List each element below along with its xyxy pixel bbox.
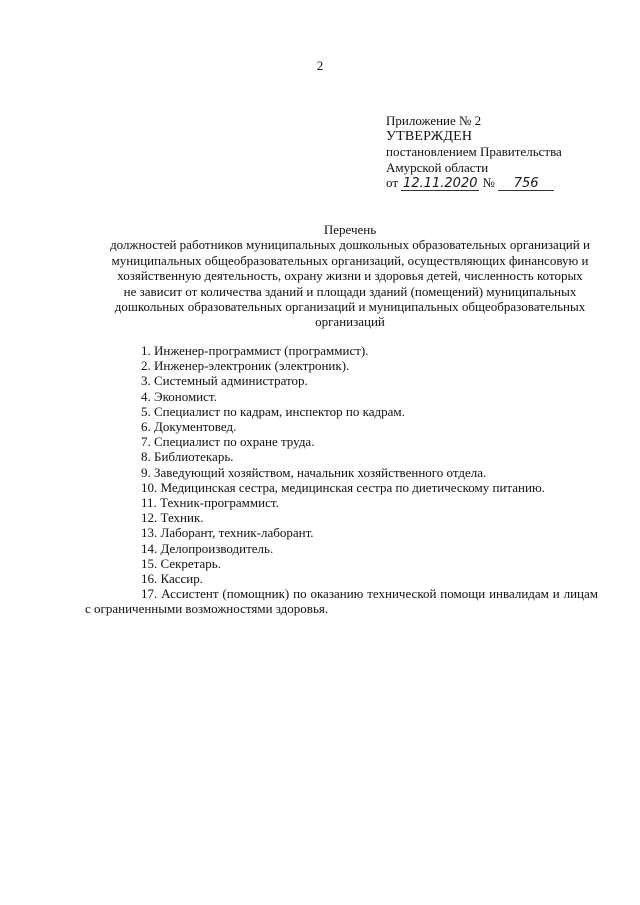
positions-list bbox=[0, 343, 640, 617]
list-item: 1. Инженер-программист (программист). bbox=[141, 343, 369, 358]
list-item: 3. Системный администратор. bbox=[141, 373, 308, 389]
handwritten-number: 756 bbox=[498, 176, 554, 192]
list-item: 9. Заведующий хозяйством, начальник хозяйственного отдела. bbox=[141, 464, 487, 480]
title-line: дошкольных образовательных организаций и муниципальных общеобразовательных bbox=[114, 299, 586, 315]
approved-label: УТВЕРЖДЕН bbox=[386, 128, 473, 144]
title-line: хозяйственную деятельность, охрану жизни и здоровья детей, численность которых bbox=[117, 268, 583, 284]
list-item: 11. Техник-программист. bbox=[141, 495, 279, 511]
list-item: 8. Библиотекарь. bbox=[141, 449, 234, 465]
approval-date-line bbox=[386, 175, 626, 192]
list-item: 6. Документовед. bbox=[141, 419, 237, 435]
list-item: 16. Кассир. bbox=[141, 571, 204, 587]
number-label: № bbox=[482, 175, 495, 190]
approval-block bbox=[386, 113, 626, 192]
list-item: 5. Специалист по кадрам, инспектор по кадрам. bbox=[141, 403, 405, 419]
title-line: муниципальных общеобразовательных организаций, осуществляющих финансовую и bbox=[111, 252, 589, 268]
list-item: 15. Секретарь. bbox=[141, 555, 221, 571]
list-item: 7. Специалист по охране труда. bbox=[141, 434, 315, 450]
list-item: 13. Лаборант, техник-лаборант. bbox=[141, 525, 314, 541]
approval-line-2: Амурской области bbox=[386, 159, 489, 175]
title-heading: Перечень bbox=[323, 222, 377, 237]
list-item: 12. Техник. bbox=[141, 510, 204, 526]
title-line: организаций bbox=[315, 314, 385, 330]
page-number: 2 bbox=[316, 58, 324, 73]
list-item: 2. Инженер-электроник (электроник). bbox=[141, 358, 350, 374]
list-item-long: 17. Ассистент (помощник) по оказанию технической помощи инвалидам и лицам с ограниченными возможностями здоровья. bbox=[85, 586, 598, 617]
document-title bbox=[90, 222, 610, 330]
from-label: от bbox=[386, 175, 399, 190]
title-line: должностей работников муниципальных дошкольных образовательных организаций и bbox=[110, 237, 590, 253]
list-item: 4. Экономист. bbox=[141, 388, 217, 404]
appendix-label: Приложение № 2 bbox=[386, 113, 482, 128]
title-line: не зависит от количества зданий и площади зданий (помещений) муниципальных bbox=[123, 283, 577, 299]
handwritten-date: 12.11.2020 bbox=[403, 176, 478, 191]
approval-line-1: постановлением Правительства bbox=[386, 144, 562, 159]
list-item: 10. Медицинская сестра, медицинская сестра по диетическому питанию. bbox=[141, 479, 545, 495]
list-item: 14. Делопроизводитель. bbox=[141, 540, 274, 556]
